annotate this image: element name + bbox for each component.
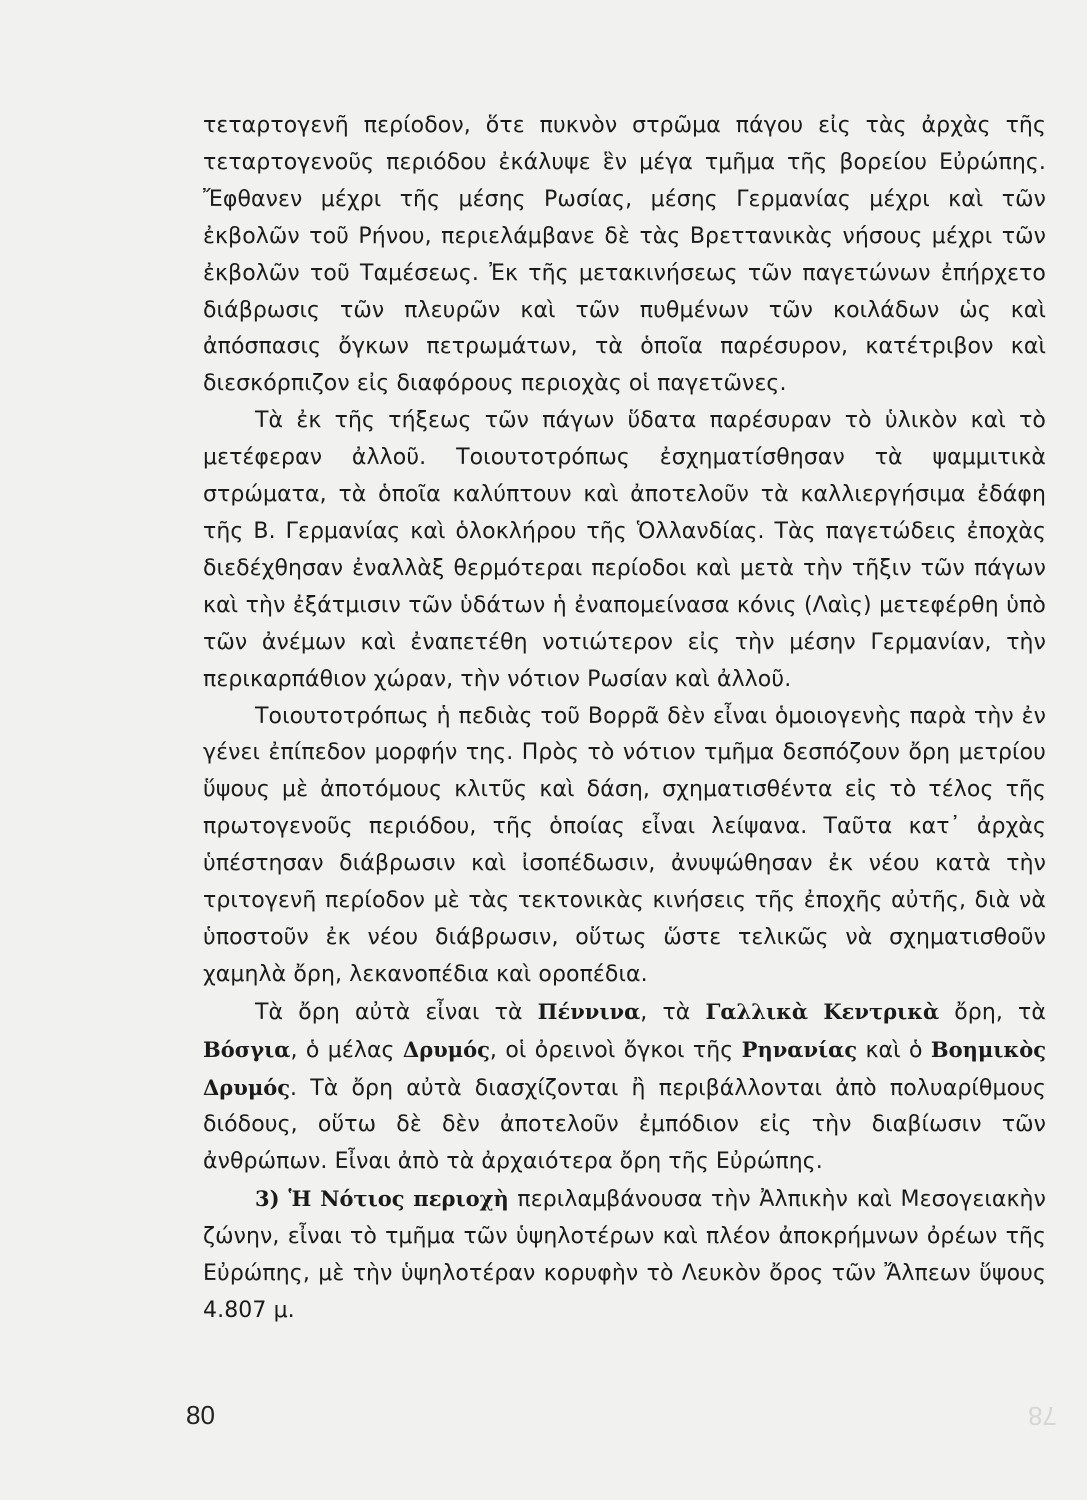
paragraph [203,403,1046,698]
bold-term: Γαλλικὰ Κεντρικὰ [705,998,940,1024]
body-text [203,108,1046,1330]
text-run: ὄρη, τὰ [939,999,1047,1025]
paragraph [203,994,1046,1182]
page-number: 80 [186,1400,215,1430]
text-run: Τοιουτοτρόπως ἡ πεδιὰς τοῦ Βορρᾶ δὲν εἶναι ὁμοιογενὴς παρὰ τὴν ἐν γένει ἐπίπεδον μορφήν της. Πρὸς τὸ νότιον τμῆμα δεσπόζουν ὄρη μετρίου ὕψους μὲ ἀποτόμους κλιτῦς καὶ δάση, σχηματισθέντα εἰς τὸ τέλος τῆς πρωτογενοῦς περιόδου, τῆς ὁποίας εἶναι λείψανα. Ταῦτα κατ᾽ ἀρχὰς ὑπέστησαν διάβρωσιν καὶ ἰσοπέδωσιν, ἀνυψώθησαν ἐκ νέου κατὰ τὴν τριτογενῆ περίοδον μὲ τὰς τεκτονικὰς κινήσεις τῆς ἐποχῆς αὐτῆς, διὰ νὰ ὑποστοῦν ἐκ νέου διάβρωσιν, οὕτως ὥστε τελικῶς νὰ σχηματισθοῦν χαμηλὰ ὄρη, λεκανοπέδια καὶ οροπέδια. [203,703,1046,987]
bold-term: Ρηνανίας [741,1036,858,1062]
text-run: , οἱ ὀρεινοὶ ὄγκοι τῆς [489,1037,742,1063]
bold-term: Δρυμός [402,1036,490,1062]
text-run: καὶ ὁ [857,1037,931,1063]
paragraph [203,108,1046,403]
text-run: Τὰ ὄρη αὐτὰ εἶναι τὰ [255,999,538,1025]
text-run: τεταρτογενῆ περίοδον, ὅτε πυκνὸν στρῶμα πάγου εἰς τὰς ἀρχὰς τῆς τεταρτογενοῦς περιόδου ἐκάλυψε ἓν μέγα τμῆμα τῆς βορείου Εὐρώπης. Ἔφθανεν μέχρι τῆς μέσης Ρωσίας, μέσης Γερμανίας μέχρι καὶ τῶν ἐκβολῶν τοῦ Ρήνου, περιελάμβανε δὲ τὰς Βρεττανικὰς νήσους μέχρι τῶν ἐκβολῶν τοῦ Ταμέσεως. Ἐκ τῆς μετακινήσεως τῶν παγετώνων ἐπήρχετο διάβρωσις τῶν πλευρῶν καὶ τῶν πυθμένων τῶν κοιλάδων ὡς καὶ ἀπόσπασις ὄγκων πετρωμάτων, τὰ ὁποῖα παρέσυρον, κατέτριβον καὶ διεσκόρπιζον εἰς διαφόρους περιοχὰς οἱ παγετῶνες. [203,113,1046,397]
text-run: περιλαμβάνουσα τὴν Ἀλπικὴν καὶ Μεσογειακὴν ζώνην, εἶναι τὸ τμῆμα τῶν ὑψηλοτέρων καὶ πλέον ἀποκρήμνων ὀρέων τῆς Εὐρώπης, μὲ τὴν ὑψηλοτέραν κορυφὴν τὸ Λευκὸν ὄρος τῶν Ἄλπεων ὕψους 4.807 μ. [203,1187,1046,1323]
bold-term: Βόσγια [203,1036,291,1062]
bold-term: Πέννινα [537,998,641,1024]
text-run: Τὰ ἐκ τῆς τήξεως τῶν πάγων ὕδατα παρέσυραν τὸ ὑλικὸν καὶ τὸ μετέφεραν ἀλλοῦ. Τοιουτοτρόπως ἐσχηματίσθησαν τὰ ψαμμιτικὰ στρώματα, τὰ ὁποῖα καλύπτουν καὶ ἀποτελοῦν τὰ καλλιεργήσιμα ἐδάφη τῆς Β. Γερμανίας καὶ ὁλοκλήρου τῆς Ὁλλανδίας. Τὰς παγετώδεις ἐποχὰς διεδέχθησαν ἐναλλὰξ θερμότεραι περίοδοι καὶ μετὰ τὴν τῆξιν τῶν πάγων καὶ τὴν ἐξάτμισιν τῶν ὑδάτων ἡ ἐναπομείνασα κόνις (Λαὶς) μετεφέρθη ὑπὸ τῶν ἀνέμων καὶ ἐναπετέθη νοτιώτερον εἰς τὴν μέσην Γερμανίαν, τὴν περικαρπάθιον χώραν, τὴν νότιον Ρωσίαν καὶ ἀλλοῦ. [203,408,1046,692]
paragraph [203,1181,1046,1330]
paragraph [203,699,1046,994]
bleed-through-page-number: 78 [1028,1401,1057,1431]
text-run: , ὁ μέλας [290,1037,403,1063]
text-run: , τὰ [640,999,706,1025]
bold-term: 3) Ἡ Νότιος περιοχὴ [255,1186,509,1212]
text-run: . Τὰ ὄρη αὐτὰ διασχίζονται ἢ περιβάλλονται ἀπὸ πολυαρίθμους διόδους, οὕτω δὲ δὲν ἀποτελοῦν ἐμπόδιον εἰς τὴν διαβίωσιν τῶν ἀνθρώπων. Εἶναι ἀπὸ τὰ ἀρχαιότερα ὄρη τῆς Εὐρώπης. [203,1075,1046,1175]
bold-term: Βοημικὸς Δρυμός [203,1036,1046,1100]
